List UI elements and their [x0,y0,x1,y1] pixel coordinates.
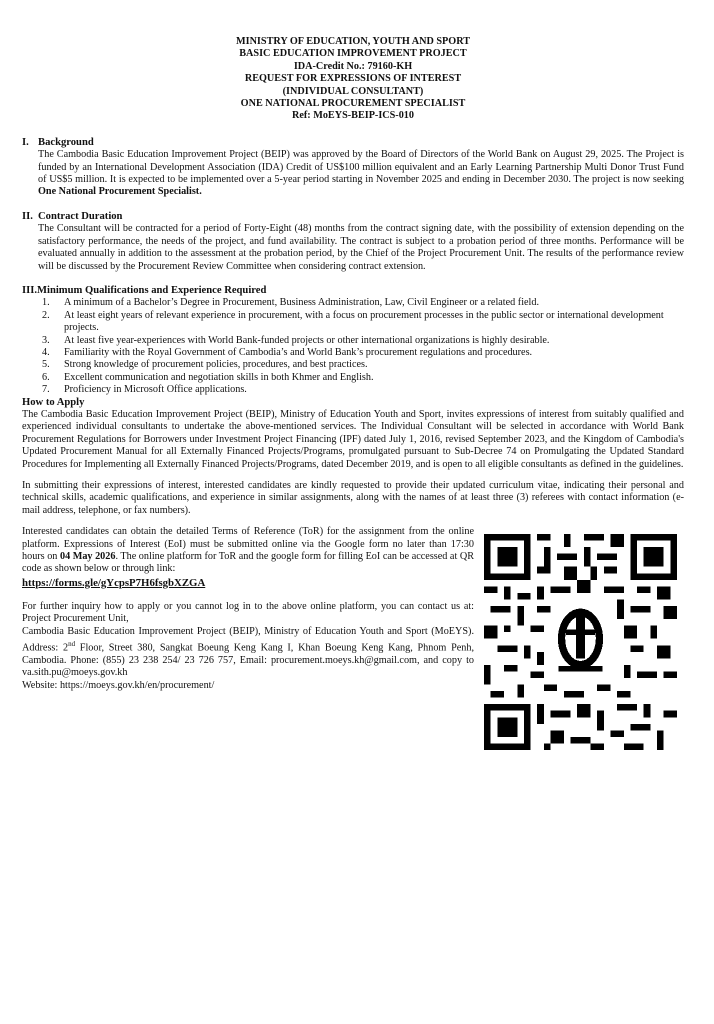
apply-left-column [22,526,474,750]
header-reference: Ref: MoEYS-BEIP-ICS-010 [292,110,414,122]
contract-number: II. [22,210,33,222]
background-section [22,137,684,199]
list-item-text: At least eight years of relevant experience in procurement, with a focus on procurement processes in the public sector or international development projects. [64,309,664,334]
list-item [38,335,684,347]
contract-section [22,211,684,273]
background-title: Background [38,136,94,148]
inquiry-address-end: Floor, Street 380, Sangkat Boeung Keng Kang I, Khan Boeung Keng Kang, Phnom Penh, Cambodia. Phone: (855) 23 238 254/ 23 726 757, Email: procurement.moeys.kh@gmail.com, and copy to va.sith.pu@moeys.gov.kh [22,642,475,679]
contract-paragraph: The Consultant will be contracted for a period of Forty-Eight (48) months from the contract signing date, with the possibility of extension depending on the satisfactory performance, the needs of the project, and fund availability. The contract is subject to a probation period of three months. Performance will be evaluated annually in addition to the assessment at the probation period, by the Chief of the Project Procurement Unit. The results of the performance review will be discussed by the Procurement Review Committee when considering contract extension. [38,223,684,272]
qualifications-heading [22,285,684,297]
qualifications-list [22,297,684,396]
how-to-apply-paragraph-2: In submitting their expressions of interest, interested candidates are kindly requested to provide their updated curriculum vitae, indicating their personal and technical skills, academic qualifications, and experience in similar assignments, along with the names of at least three (3) referees with contact information (e-mail address, telephone, or fax numbers). [22,480,684,516]
google-form-link[interactable]: https://forms.gle/gYcpsP7H6fsgbXZGA [22,576,206,589]
list-item-number: 7. [42,384,50,396]
list-item-text: Excellent communication and negotiation skills in both Khmer and English. [64,371,374,383]
list-item-number: 4. [42,346,50,358]
list-item [38,297,684,309]
list-item [38,372,684,384]
qr-code[interactable] [484,534,677,750]
header-position: ONE NATIONAL PROCUREMENT SPECIALIST [240,98,466,110]
contract-title: Contract Duration [38,210,123,222]
contract-heading [22,211,684,223]
list-item-text: At least five year-experiences with World Bank-funded projects or other international organizations is highly desirable. [64,334,550,346]
list-item-text: A minimum of a Bachelor’s Degree in Procurement, Business Administration, Law, Civil Engineer or a related field. [64,297,540,309]
list-item-text: Familiarity with the Royal Government of Cambodia’s and World Bank’s procurement regulations and procedures. [64,346,533,358]
qualifications-section [22,285,684,397]
how-to-apply-paragraph-1: The Cambodia Basic Education Improvement Project (BEIP), Ministry of Education Youth and Sport, invites expressions of interest from suitably qualified and experienced individual consultants to undertake the above-mentioned services. The Individual Consultant will be selected in accordance with World Bank Procurement Regulations for Borrowers under Investment Project Financing (IPF) dated July 1, 2016, revised September 2023, and the Kingdom of Cambodia's Updated Procurement Manual for all Externally Financed Projects/Programs, promulgated pursuant to Sub-Decree 74 on Promulgating the Updated Standard Procedures for Implementing all Externally Financed Projects/Programs, dated December 2019, and is open to all eligible consultants as defined in the guidelines. [22,408,684,470]
list-item-number: 5. [42,359,50,371]
list-item-number: 3. [42,334,50,346]
header-consultant-type: (INDIVIDUAL CONSULTANT) [282,85,424,97]
list-item [38,310,684,335]
list-item-text: Strong knowledge of procurement policies, procedures, and best practices. [64,359,368,371]
paragraph-3-text-end: . The online platform for ToR and the google form for filling EoI can be accessed at QR code as shown below or through link: [22,551,474,575]
background-text: The Cambodia Basic Education Improvement Project (BEIP) was approved by the Board of Directors of the World Bank on August 29, 2025. The Project is funded by an International Development Association (IDA) Credit of US$100 million equivalent and an Early Learning Partnership Multi Donor Trust Fund of US$5 million. It is expected to be implemented over a 5-year period starting in November 2025 and ending in December 2030. The project is now seeking [38,149,684,186]
list-item-text: Proficiency in Microsoft Office applications. [64,384,247,396]
inquiry-paragraph-1: For further inquiry how to apply or you cannot log in to the above online platform, you can contact us at: Project Procurement Unit, [22,600,474,625]
background-heading [22,137,684,149]
how-to-apply-section [22,397,684,751]
list-item-number: 1. [42,297,50,309]
list-item [38,359,684,371]
background-paragraph [22,149,684,199]
background-number: I. [22,136,29,148]
list-item-number: 2. [42,309,50,321]
how-to-apply-paragraph-3 [22,526,474,576]
qualifications-number: III. [22,284,38,296]
document-page [22,36,684,750]
apply-split [22,526,684,750]
header-ministry: MINISTRY OF EDUCATION, YOUTH AND SPORT [236,36,470,47]
header-project: BASIC EDUCATION IMPROVEMENT PROJECT [239,48,467,60]
header-credit-number: IDA-Credit No.: 79160-KH [293,60,413,72]
inquiry-address-start: Cambodia Basic Education Improvement Project (BEIP), Ministry of Education Youth and Sport (MoEYS). Address: 2 [22,625,474,654]
website-line: Website: https://moeys.gov.kh/en/procurement/ [22,679,215,691]
list-item [38,384,684,396]
deadline-date: 04 May 2026 [59,551,116,563]
background-position-bold: One National Procurement Specialist. [38,186,202,198]
qualifications-title: Minimum Qualifications and Experience Required [37,284,267,296]
list-item-number: 6. [42,371,50,383]
floor-superscript: nd [68,640,76,649]
paragraph-3-text: Interested candidates can obtain the detailed Terms of Reference (ToR) for the assignment from the online platform. Expressions of Interest (EoI) must be submitted online via the Google form no later than 17:30 hours on [22,526,474,563]
how-to-apply-heading: How to Apply [22,396,85,408]
header-request-title: REQUEST FOR EXPRESSIONS OF INTEREST [244,73,462,85]
document-header [22,36,684,123]
list-item [38,347,684,359]
inquiry-paragraph-2 [22,626,474,680]
